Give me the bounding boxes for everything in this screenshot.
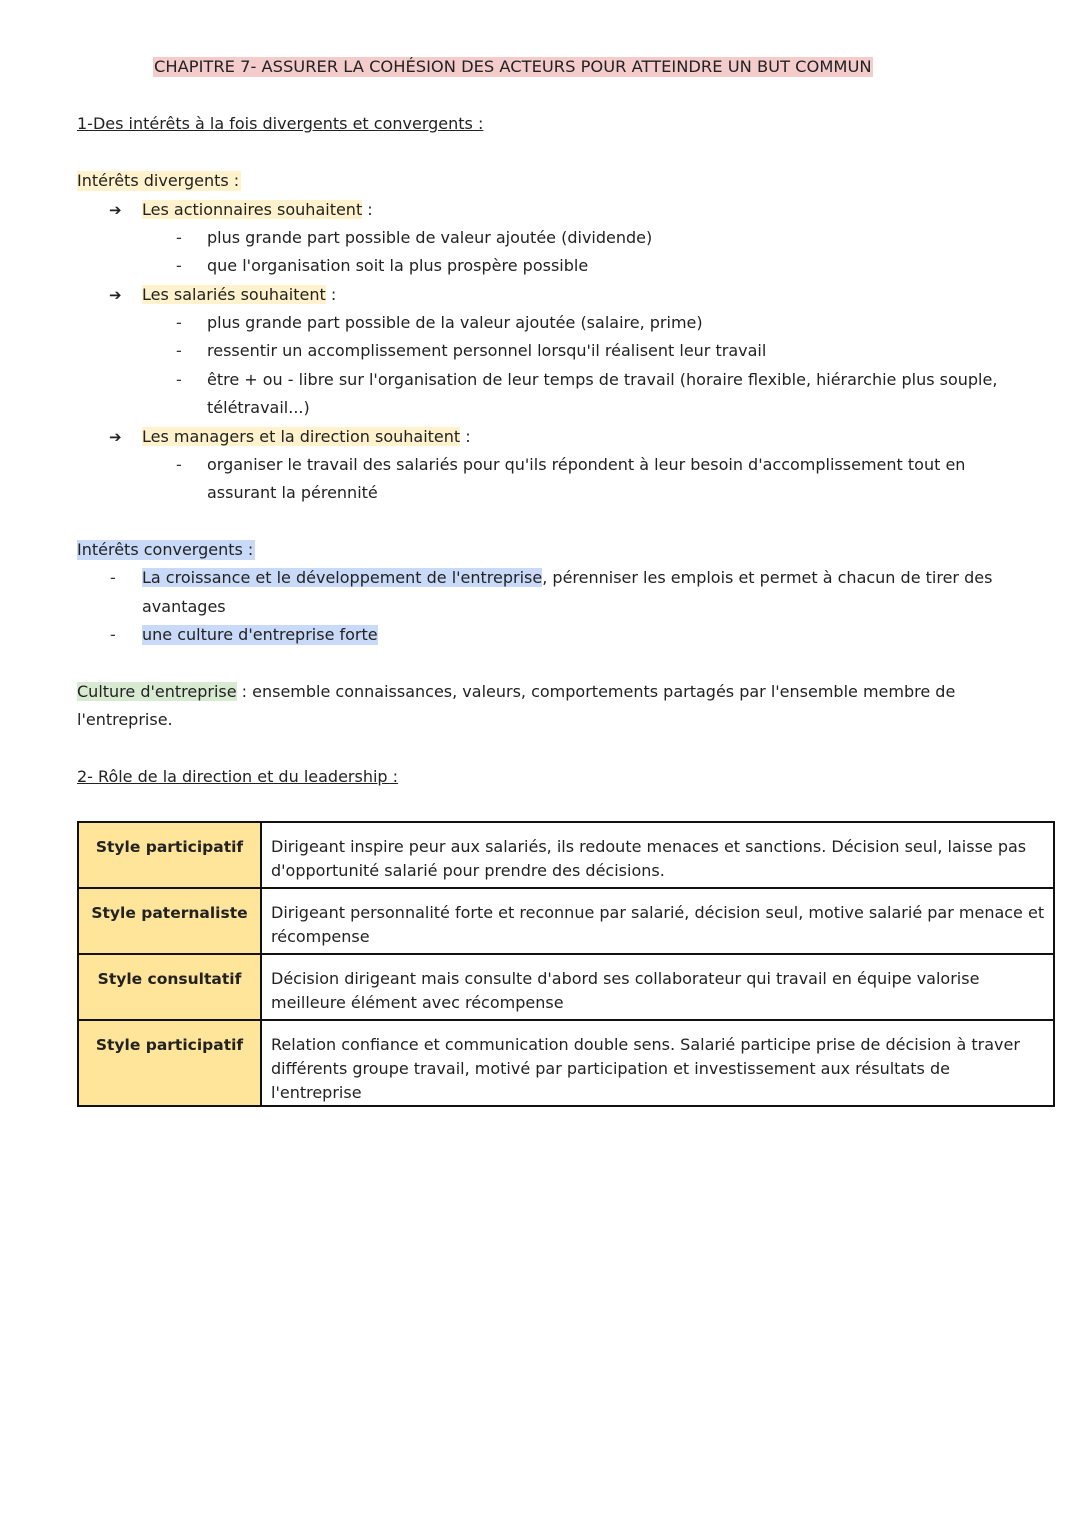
style-description-cell: Dirigeant personnalité forte et reconnue par salarié, décision seul, motive salarié par menace et récompense <box>261 888 1054 954</box>
culture-definition-continuation: l'entreprise. <box>77 710 173 729</box>
table-row <box>78 822 1054 888</box>
page-title: CHAPITRE 7- ASSURER LA COHÉSION DES ACTEURS POUR ATTEINDRE UN BUT COMMUN <box>154 57 872 76</box>
convergents-item-1-continuation: avantages <box>142 597 226 616</box>
section-1-heading: 1-Des intérêts à la fois divergents et convergents : <box>77 114 484 133</box>
salaries-suffix: : <box>325 285 337 304</box>
list-item-continuation: télétravail...) <box>207 398 310 417</box>
arrow-right-icon: ➔ <box>109 428 122 446</box>
style-label-cell: Style participatif <box>78 822 261 888</box>
actionnaires-suffix: : <box>362 200 373 219</box>
style-label-cell: Style consultatif <box>78 954 261 1020</box>
dash-icon: - <box>176 455 182 474</box>
list-item: ressentir un accomplissement personnel lorsqu'il réalisent leur travail <box>207 341 767 360</box>
list-item: organiser le travail des salariés pour qu'ils répondent à leur besoin d'accomplissement tout en <box>207 455 966 474</box>
salaries-label: Les salariés souhaitent <box>142 285 326 304</box>
managers-label: Les managers et la direction souhaitent <box>142 427 461 446</box>
dash-icon: - <box>176 313 182 332</box>
style-label-cell: Style paternaliste <box>78 888 261 954</box>
convergents-item-2: une culture d'entreprise forte <box>142 625 378 644</box>
list-item: que l'organisation soit la plus prospère possible <box>207 256 589 275</box>
dash-icon: - <box>176 256 182 275</box>
table-row <box>78 1020 1054 1106</box>
managers-line <box>142 427 471 447</box>
table-row <box>78 954 1054 1020</box>
culture-term: Culture d'entreprise <box>77 682 237 701</box>
list-item: plus grande part possible de la valeur ajoutée (salaire, prime) <box>207 313 703 332</box>
divergents-label: Intérêts divergents : <box>77 171 240 190</box>
style-label-cell: Style participatif <box>78 1020 261 1106</box>
convergents-item-1-highlight: La croissance et le développement de l'entreprise <box>142 568 543 587</box>
culture-definition-text: : ensemble connaissances, valeurs, comportements partagés par l'ensemble membre de <box>236 682 956 701</box>
dash-icon: - <box>110 568 116 587</box>
arrow-right-icon: ➔ <box>109 286 122 304</box>
arrow-right-icon: ➔ <box>109 201 122 219</box>
dash-icon: - <box>176 228 182 247</box>
dash-icon: - <box>110 625 116 644</box>
convergents-label: Intérêts convergents : <box>77 540 254 559</box>
list-item: plus grande part possible de valeur ajoutée (dividende) <box>207 228 653 247</box>
table-row <box>78 888 1054 954</box>
style-description-cell: Relation confiance et communication double sens. Salarié participe prise de décision à traver différents groupe travail, motivé par participation et investissement aux résultats de l'entreprise <box>261 1020 1054 1106</box>
managers-suffix: : <box>460 427 471 446</box>
style-description-cell: Dirigeant inspire peur aux salariés, ils redoute menaces et sanctions. Décision seul, laisse pas d'opportunité salarié pour prendre des décisions. <box>261 822 1054 888</box>
list-item: être + ou - libre sur l'organisation de leur temps de travail (horaire flexible, hiérarchie plus souple, <box>207 370 998 389</box>
section-2-heading: 2- Rôle de la direction et du leadership : <box>77 767 399 786</box>
leadership-styles-table <box>77 821 1055 1107</box>
actionnaires-label: Les actionnaires souhaitent <box>142 200 363 219</box>
dash-icon: - <box>176 370 182 389</box>
actionnaires-line <box>142 200 373 220</box>
convergents-item-1-rest: , pérenniser les emplois et permet à chacun de tirer des <box>542 568 993 587</box>
culture-definition <box>77 682 955 702</box>
style-description-cell: Décision dirigeant mais consulte d'abord ses collaborateur qui travail en équipe valorise meilleure élément avec récompense <box>261 954 1054 1020</box>
salaries-line <box>142 285 336 305</box>
list-item-continuation: assurant la pérennité <box>207 483 378 502</box>
convergents-item-1 <box>142 568 992 588</box>
dash-icon: - <box>176 341 182 360</box>
